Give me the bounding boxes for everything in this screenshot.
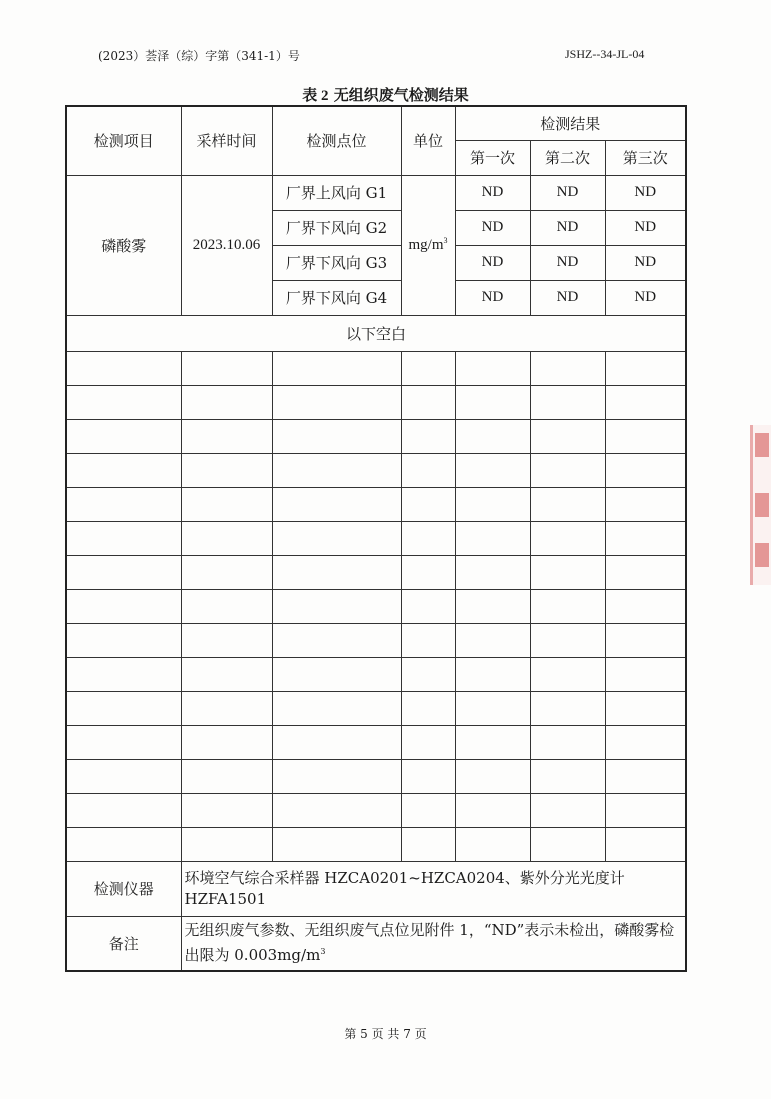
header-row: [66, 106, 686, 140]
empty-cell: [401, 657, 455, 691]
empty-cell: [455, 827, 530, 861]
empty-cell: [455, 521, 530, 555]
page-footer: 第 5 页 共 7 页: [344, 1027, 427, 1041]
empty-cell: [401, 487, 455, 521]
empty-cell: [530, 691, 605, 725]
item-cell: 磷酸雾: [66, 175, 181, 315]
result-cell: ND: [605, 210, 686, 245]
empty-cell: [66, 453, 181, 487]
result-cell: ND: [605, 245, 686, 280]
empty-row: [66, 487, 686, 521]
empty-cell: [455, 351, 530, 385]
point-cell: 厂界下风向 G2: [272, 210, 401, 245]
header-item: 检测项目: [66, 106, 181, 175]
empty-cell: [272, 657, 401, 691]
empty-cell: [66, 725, 181, 759]
empty-cell: [66, 351, 181, 385]
empty-row: [66, 589, 686, 623]
empty-cell: [530, 487, 605, 521]
result-cell: ND: [530, 210, 605, 245]
empty-row: [66, 351, 686, 385]
empty-cell: [530, 521, 605, 555]
empty-cell: [272, 351, 401, 385]
empty-row: [66, 623, 686, 657]
header-time: 采样时间: [181, 106, 272, 175]
empty-cell: [530, 623, 605, 657]
unit-cell: [401, 175, 455, 315]
empty-cell: [455, 555, 530, 589]
empty-cell: [455, 623, 530, 657]
empty-cell: [605, 589, 686, 623]
table-row: [66, 175, 686, 210]
empty-cell: [455, 589, 530, 623]
header-third: 第三次: [605, 140, 686, 175]
empty-cell: [272, 691, 401, 725]
empty-cell: [605, 793, 686, 827]
blank-note: 以下空白: [66, 315, 686, 351]
empty-cell: [181, 793, 272, 827]
empty-cell: [181, 623, 272, 657]
empty-row: [66, 725, 686, 759]
empty-row: [66, 759, 686, 793]
empty-cell: [66, 521, 181, 555]
remarks-cell: [181, 916, 686, 971]
empty-cell: [181, 657, 272, 691]
header-second: 第二次: [530, 140, 605, 175]
empty-row: [66, 521, 686, 555]
empty-cell: [181, 419, 272, 453]
remarks-row: [66, 916, 686, 971]
empty-cell: [272, 453, 401, 487]
empty-cell: [401, 555, 455, 589]
form-code: JSHZ--34-JL-04: [565, 47, 645, 61]
empty-cell: [530, 589, 605, 623]
result-cell: ND: [455, 210, 530, 245]
result-cell: ND: [455, 280, 530, 315]
unit-text: mg/m: [408, 237, 444, 253]
empty-cell: [66, 419, 181, 453]
table-title-text: 无组织废气检测结果: [333, 86, 469, 104]
point-cell: 厂界下风向 G4: [272, 280, 401, 315]
empty-cell: [181, 589, 272, 623]
empty-cell: [272, 419, 401, 453]
empty-cell: [401, 623, 455, 657]
empty-cell: [455, 691, 530, 725]
empty-cell: [530, 725, 605, 759]
empty-cell: [530, 351, 605, 385]
empty-cell: [66, 759, 181, 793]
empty-cell: [605, 521, 686, 555]
empty-cell: [605, 351, 686, 385]
empty-cell: [401, 691, 455, 725]
instruments-text: 环境空气综合采样器 HZCA0201~HZCA0204、紫外分光光度计 HZFA1501: [181, 861, 686, 916]
empty-cell: [530, 555, 605, 589]
empty-cell: [181, 385, 272, 419]
remarks-text: 无组织废气参数、无组织废气点位见附件 1，“ND”表示未检出，磷酸雾检出限为 0.003mg/m: [184, 921, 675, 965]
empty-cell: [455, 385, 530, 419]
empty-cell: [605, 657, 686, 691]
empty-row: [66, 691, 686, 725]
empty-cell: [605, 725, 686, 759]
empty-cell: [272, 555, 401, 589]
date-cell: 2023.10.06: [181, 175, 272, 315]
results-table: [65, 105, 687, 972]
empty-cell: [66, 793, 181, 827]
empty-cell: [605, 487, 686, 521]
empty-cell: [605, 827, 686, 861]
empty-cell: [272, 623, 401, 657]
empty-cell: [181, 759, 272, 793]
empty-cell: [455, 453, 530, 487]
empty-cell: [181, 487, 272, 521]
empty-cell: [401, 827, 455, 861]
empty-cell: [272, 725, 401, 759]
empty-cell: [605, 555, 686, 589]
empty-cell: [66, 827, 181, 861]
result-cell: ND: [530, 280, 605, 315]
empty-cell: [530, 385, 605, 419]
point-text: 厂界上风向 G1: [285, 184, 388, 202]
result-cell: ND: [605, 280, 686, 315]
empty-cell: [272, 589, 401, 623]
seal-mark: [755, 433, 769, 457]
empty-cell: [66, 589, 181, 623]
empty-cell: [181, 725, 272, 759]
point-cell: 厂界下风向 G3: [272, 245, 401, 280]
table-number: 表 2: [302, 88, 329, 104]
remarks-sup: 3: [320, 947, 326, 957]
empty-row: [66, 793, 686, 827]
empty-cell: [605, 453, 686, 487]
empty-cell: [272, 487, 401, 521]
remarks-label: 备注: [66, 916, 181, 971]
instruments-row: [66, 861, 686, 916]
empty-cell: [66, 385, 181, 419]
empty-cell: [455, 725, 530, 759]
empty-cell: [605, 623, 686, 657]
seal-stamp: [750, 425, 771, 585]
empty-cell: [181, 453, 272, 487]
empty-cell: [530, 419, 605, 453]
empty-cell: [455, 657, 530, 691]
header-point: 检测点位: [272, 106, 401, 175]
header-unit: 单位: [401, 106, 455, 175]
empty-cell: [181, 827, 272, 861]
empty-cell: [530, 793, 605, 827]
empty-cell: [181, 351, 272, 385]
seal-mark: [755, 543, 769, 567]
result-cell: ND: [455, 175, 530, 210]
unit-sup: 3: [443, 236, 448, 245]
empty-cell: [605, 419, 686, 453]
report-number: (2023）荟泽（综）字第（341-1）号: [98, 49, 300, 63]
result-cell: ND: [530, 175, 605, 210]
empty-cell: [272, 385, 401, 419]
empty-cell: [530, 453, 605, 487]
empty-cell: [272, 521, 401, 555]
empty-cell: [181, 555, 272, 589]
empty-cell: [530, 827, 605, 861]
result-cell: ND: [605, 175, 686, 210]
empty-cell: [66, 623, 181, 657]
empty-cell: [66, 555, 181, 589]
empty-row: [66, 385, 686, 419]
empty-cell: [401, 385, 455, 419]
empty-cell: [605, 385, 686, 419]
empty-row: [66, 827, 686, 861]
header-first: 第一次: [455, 140, 530, 175]
empty-cell: [401, 521, 455, 555]
empty-cell: [401, 351, 455, 385]
empty-cell: [605, 691, 686, 725]
empty-cell: [272, 759, 401, 793]
empty-cell: [66, 657, 181, 691]
empty-cell: [455, 419, 530, 453]
result-cell: ND: [455, 245, 530, 280]
empty-row: [66, 657, 686, 691]
empty-cell: [401, 793, 455, 827]
empty-cell: [66, 487, 181, 521]
point-cell: [272, 175, 401, 210]
empty-cell: [455, 759, 530, 793]
empty-cell: [530, 657, 605, 691]
empty-row: [66, 453, 686, 487]
empty-cell: [272, 827, 401, 861]
empty-cell: [181, 691, 272, 725]
empty-cell: [401, 759, 455, 793]
empty-cell: [66, 691, 181, 725]
empty-row: [66, 555, 686, 589]
empty-cell: [455, 487, 530, 521]
empty-row: [66, 419, 686, 453]
empty-cell: [401, 419, 455, 453]
instruments-label: 检测仪器: [66, 861, 181, 916]
empty-cell: [181, 521, 272, 555]
empty-cell: [455, 793, 530, 827]
header-result: 检测结果: [455, 106, 686, 140]
table-title: [0, 84, 771, 105]
empty-cell: [401, 725, 455, 759]
seal-mark: [755, 493, 769, 517]
empty-cell: [401, 589, 455, 623]
blank-note-row: [66, 315, 686, 351]
empty-cell: [401, 453, 455, 487]
empty-cell: [605, 759, 686, 793]
result-cell: ND: [530, 245, 605, 280]
empty-cell: [530, 759, 605, 793]
empty-cell: [272, 793, 401, 827]
